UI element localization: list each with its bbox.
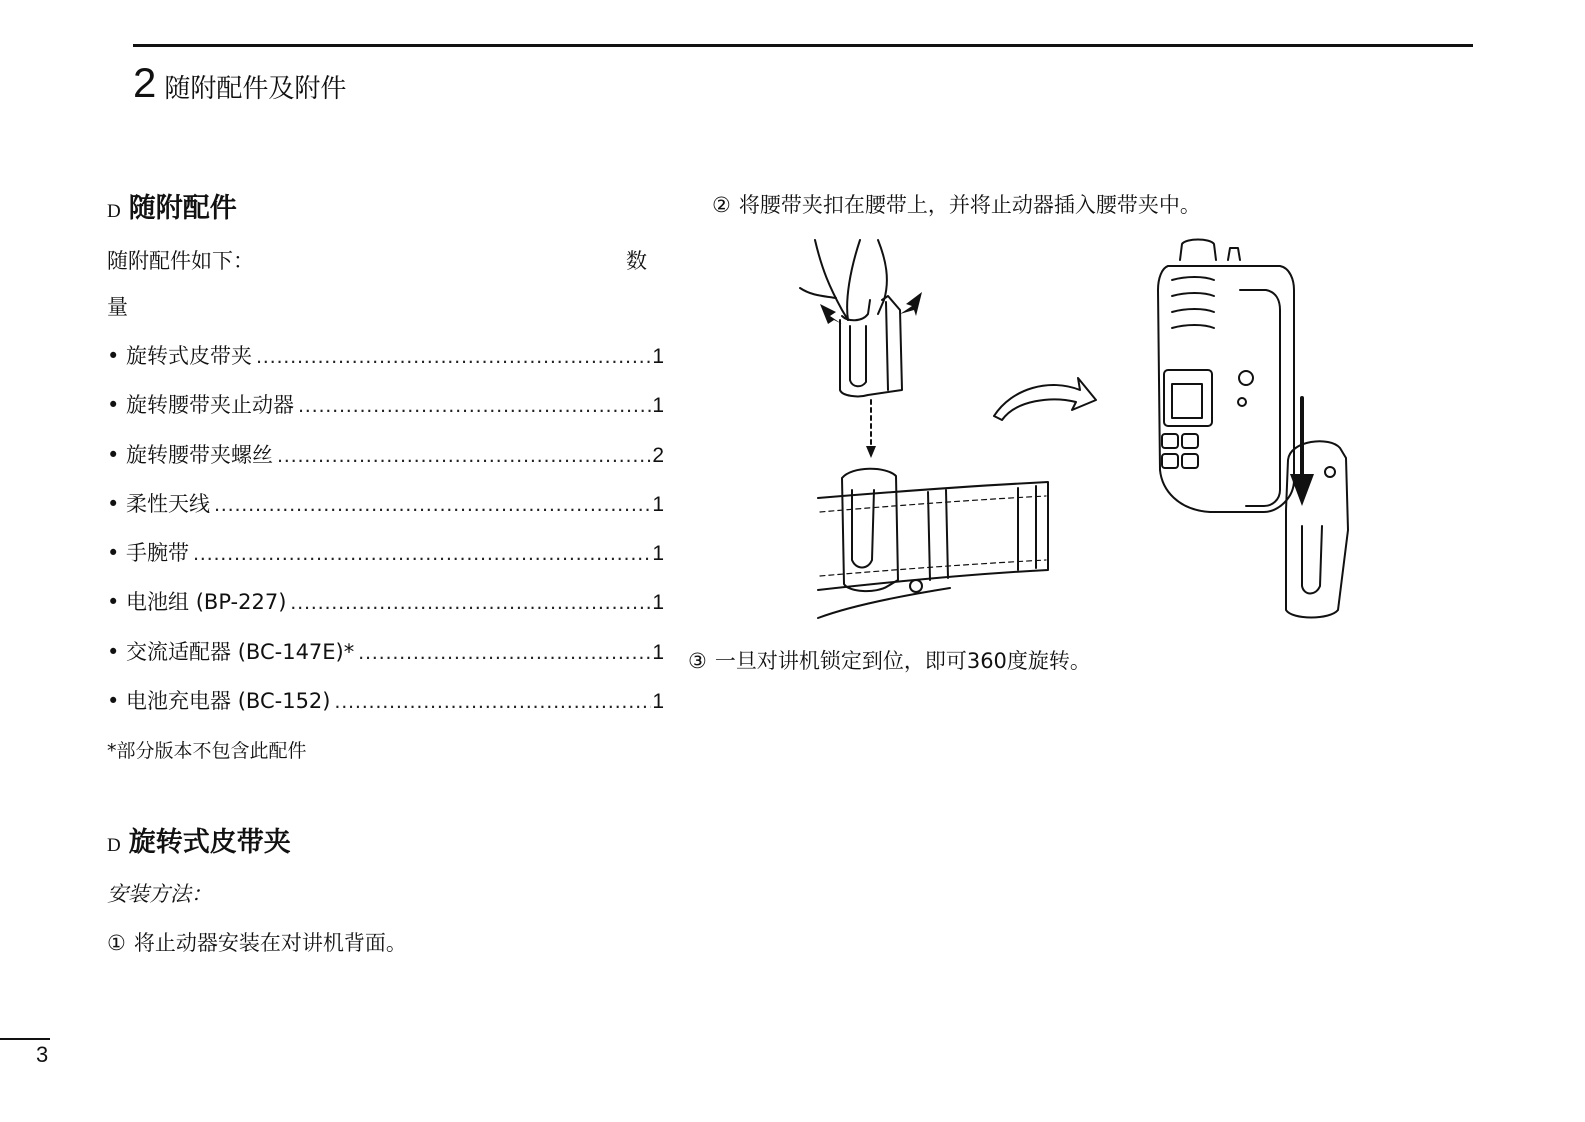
intro-text: 随附配件如下：	[107, 249, 254, 273]
item-qty: 1	[652, 690, 664, 714]
dot-leader	[210, 485, 651, 525]
clip-upper-drawing	[840, 296, 902, 396]
section-marker: D	[107, 201, 121, 222]
chapter-title: 随附配件及附件	[164, 74, 347, 104]
list-item	[107, 582, 664, 631]
step-1	[107, 928, 407, 958]
step-number: ②	[712, 193, 731, 217]
step-3	[688, 646, 1091, 676]
footnote: *部分版本不包含此配件	[107, 740, 307, 762]
chapter-number: 2	[133, 59, 157, 106]
page-number: 3	[36, 1042, 49, 1067]
step-number: ①	[107, 931, 126, 955]
step-text: 一旦对讲机锁定到位，即可360度旋转。	[714, 649, 1091, 673]
belt-clip-heading	[107, 820, 291, 859]
finger-drawing	[800, 240, 887, 320]
clip-standalone-drawing	[1286, 441, 1348, 617]
qty-header-part1: 数	[626, 249, 647, 273]
item-qty: 1	[652, 345, 664, 368]
chapter-heading	[133, 58, 346, 114]
list-item	[107, 681, 664, 730]
step-2	[712, 190, 1201, 220]
dot-leader	[286, 583, 651, 623]
accessories-intro	[107, 244, 647, 324]
footer-rule	[0, 1038, 50, 1040]
list-item	[107, 533, 664, 582]
dot-leader	[189, 534, 651, 574]
item-name: • 旋转腰带夹螺丝	[107, 442, 274, 467]
step-number: ③	[688, 649, 707, 673]
list-item	[107, 336, 664, 385]
item-name: • 电池充电器 (BC-152)	[107, 689, 331, 714]
accessory-list	[107, 336, 664, 730]
item-name: • 电池组 (BP-227)	[107, 590, 287, 615]
item-name: • 交流适配器 (BC-147E)*	[107, 639, 355, 664]
dot-leader	[354, 633, 651, 673]
rotate-arrow-icon	[994, 378, 1096, 420]
step-text: 将止动器安装在对讲机背面。	[133, 931, 407, 955]
dot-leader	[294, 386, 651, 426]
section-title: 旋转式皮带夹	[128, 827, 291, 858]
item-qty: 1	[652, 640, 664, 664]
section-title: 随附配件	[128, 193, 237, 224]
dot-leader	[330, 682, 651, 722]
item-name: • 旋转式皮带夹	[107, 344, 253, 368]
item-qty: 1	[652, 542, 664, 566]
radio-drawing	[1158, 240, 1294, 513]
belt-clip-illustration	[790, 230, 1380, 630]
item-name: • 柔性天线	[107, 491, 211, 516]
list-item	[107, 632, 664, 681]
dot-leader	[273, 436, 651, 476]
item-name: • 手腕带	[107, 541, 190, 566]
item-qty: 1	[652, 591, 664, 615]
step-text: 将腰带夹扣在腰带上，并将止动器插入腰带夹中。	[738, 193, 1201, 217]
item-qty: 1	[652, 394, 664, 418]
accessories-heading	[107, 186, 237, 225]
section-marker: D	[107, 835, 121, 856]
item-qty: 1	[652, 492, 664, 516]
down-arrow-icon	[866, 446, 876, 458]
list-item	[107, 484, 664, 533]
clip-on-belt-drawing	[842, 469, 898, 591]
item-name: • 旋转腰带夹止动器	[107, 393, 295, 418]
qty-header-part2: 量	[107, 295, 128, 319]
list-item	[107, 385, 664, 434]
method-label: 安装方法：	[107, 882, 212, 906]
item-qty: 2	[652, 443, 664, 467]
list-item	[107, 435, 664, 484]
header-rule	[133, 44, 1473, 47]
dot-leader	[252, 337, 651, 377]
